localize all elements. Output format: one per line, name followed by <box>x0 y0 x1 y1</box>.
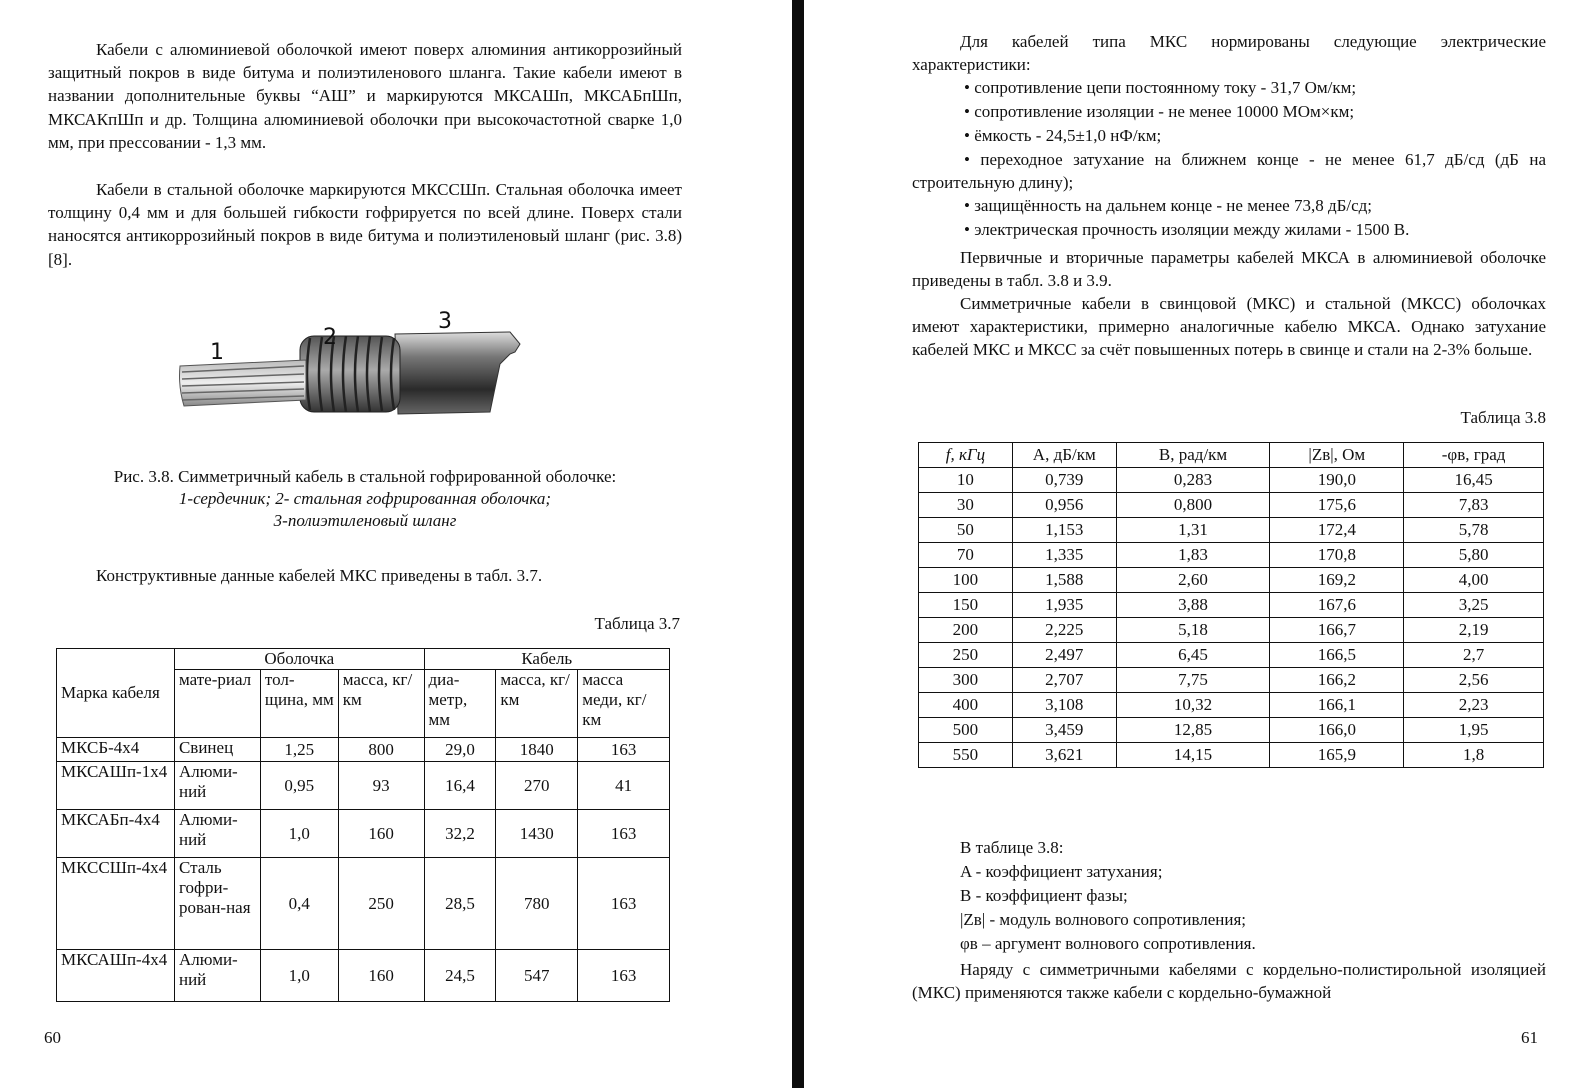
table-cell: 1,588 <box>1012 568 1116 593</box>
table-cell: 0,739 <box>1012 468 1116 493</box>
table-cell: 170,8 <box>1270 543 1404 568</box>
legend-item-a: A - коэффициент затухания; <box>960 862 1163 881</box>
table-cell: 2,497 <box>1012 643 1116 668</box>
paragraph-aluminum-sheath: Кабели с алюминиевой оболочкой имеют поверх алюминия антикоррозийный защитный покров в виде битума и полиэтиленового шланга. Такие кабели имеют в названии дополнительные буквы “АШ” и маркируются МКСАШп, МКСАБпШп, МКСАКпШп и др. Толщина алюминиевой оболочки при высокочастотной сварке 1,0 мм, при прессовании - 1,3 мм. <box>48 40 682 152</box>
table-row <box>919 643 1544 668</box>
table-cell: 1,95 <box>1404 718 1544 743</box>
steel-corrugated-sheath-shape <box>300 336 400 412</box>
table-row <box>919 543 1544 568</box>
header-attenuation: A, дБ/км <box>1012 443 1116 468</box>
page-number-left: 60 <box>44 1028 61 1047</box>
table-cell: 166,2 <box>1270 668 1404 693</box>
table-cell: 2,60 <box>1116 568 1270 593</box>
spec-item: • электрическая прочность изоляции между жилами - 1500 В. <box>964 220 1410 239</box>
table-cell: 16,45 <box>1404 468 1544 493</box>
table-3-8-body <box>919 468 1544 768</box>
table-cell: 166,0 <box>1270 718 1404 743</box>
book-spine <box>790 0 812 1088</box>
table-cell: 2,19 <box>1404 618 1544 643</box>
figure-label-2: 2 <box>323 325 337 350</box>
figure-label-1: 1 <box>210 340 224 365</box>
paragraph-intro: Для кабелей типа МКС нормированы следующие электрические характеристики: <box>912 32 1546 75</box>
table-cell: 167,6 <box>1270 593 1404 618</box>
table-cell: 5,80 <box>1404 543 1544 568</box>
paragraph-table-ref: Конструктивные данные кабелей МКС приведены в табл. 3.7. <box>96 566 543 585</box>
table-cell: 3,88 <box>1116 593 1270 618</box>
table-cell: 12,85 <box>1116 718 1270 743</box>
header-argument: -φв, град <box>1404 443 1544 468</box>
table-row <box>919 693 1544 718</box>
table-cell: 7,83 <box>1404 493 1544 518</box>
table-cell: 3,459 <box>1012 718 1116 743</box>
cable-figure <box>170 304 540 434</box>
table-row <box>919 718 1544 743</box>
table-cell: 0,283 <box>1116 468 1270 493</box>
table-cell: 200 <box>919 618 1013 643</box>
table-cell: 30 <box>919 493 1013 518</box>
page-number-right: 61 <box>1521 1028 1538 1047</box>
figure-label-3: 3 <box>438 309 452 334</box>
subheader-diameter: диа-метр, мм <box>424 670 496 738</box>
spec-item: • сопротивление цепи постоянному току - 31,7 Ом/км; <box>964 78 1357 97</box>
table-cell: 1,153 <box>1012 518 1116 543</box>
right-page <box>812 0 1584 1088</box>
table-cell: 50 <box>919 518 1013 543</box>
table-legend <box>960 836 1560 956</box>
table-cell: 5,18 <box>1116 618 1270 643</box>
table-cell: 2,56 <box>1404 668 1544 693</box>
table-cell: 70 <box>919 543 1013 568</box>
table-cell: 400 <box>919 693 1013 718</box>
paragraph-cord-paper: Наряду с симметричными кабелями с кордельно-полистирольной изоляцией (МКС) применяются также кабели с кордельно-бумажной <box>912 960 1546 1003</box>
table-cell: 150 <box>919 593 1013 618</box>
table-row <box>919 493 1544 518</box>
table-cell: 2,225 <box>1012 618 1116 643</box>
header-impedance: |Zв|, Ом <box>1270 443 1404 468</box>
spec-item: • сопротивление изоляции - не менее 10000 МОм×км; <box>964 102 1355 121</box>
table-cell: 7,75 <box>1116 668 1270 693</box>
table-3-8-title: Таблица 3.8 <box>1460 408 1546 427</box>
table-cell: 0,800 <box>1116 493 1270 518</box>
header-sheath: Оболочка <box>174 649 424 670</box>
table-cell: 300 <box>919 668 1013 693</box>
table-row <box>919 518 1544 543</box>
spec-list <box>912 76 1546 242</box>
table-row <box>919 593 1544 618</box>
table-row <box>919 468 1544 493</box>
table-cell: 190,0 <box>1270 468 1404 493</box>
table-cell: 165,9 <box>1270 743 1404 768</box>
subheader-cable-mass: масса, кг/ км <box>496 670 578 738</box>
subheader-material: мате-риал <box>174 670 260 738</box>
table-cell: 172,4 <box>1270 518 1404 543</box>
table-cell: 1,83 <box>1116 543 1270 568</box>
table-cell: 550 <box>919 743 1013 768</box>
table-row: МКСБ-4х4 Свинец 1,25 800 29,0 1840 163 <box>57 738 670 762</box>
spec-item: • защищённость на дальнем конце - не менее 73,8 дБ/сд; <box>964 196 1372 215</box>
paragraph-steel-sheath: Кабели в стальной оболочке маркируются МКССШп. Стальная оболочка имеет толщину 0,4 мм и для большей гибкости гофрируется по всей длине. Поверх стали наносятся антикоррозийный покров в виде битума и полиэтиленовый шланг (рис. 3.8) [8]. <box>48 180 682 269</box>
table-cell: 166,5 <box>1270 643 1404 668</box>
spec-item: • ёмкость - 24,5±1,0 нФ/км; <box>964 126 1162 145</box>
table-cell: 166,1 <box>1270 693 1404 718</box>
table-cell: 1,335 <box>1012 543 1116 568</box>
caption-line-3: 3-полиэтиленовый шланг <box>273 511 457 530</box>
table-cell: 3,25 <box>1404 593 1544 618</box>
table-row <box>919 618 1544 643</box>
table-cell: 10 <box>919 468 1013 493</box>
paragraph-primary-secondary: Первичные и вторичные параметры кабелей МКСА в алюминиевой оболочке приведены в табл. 3.8 и 3.9. <box>912 248 1546 291</box>
table-cell: 166,7 <box>1270 618 1404 643</box>
table-cell: 6,45 <box>1116 643 1270 668</box>
table-cell: 0,956 <box>1012 493 1116 518</box>
subheader-copper-mass: масса меди, кг/км <box>578 670 670 738</box>
table-row: МКСАШп-4х4 Алюми-ний 1,0 160 24,5 547 163 <box>57 950 670 1002</box>
table-row <box>919 743 1544 768</box>
header-brand: Марка кабеля <box>57 649 175 738</box>
paragraph-symmetric-cables: Симметричные кабели в свинцовой (МКС) и стальной (МКСС) оболочках имеют характеристики, примерно аналогичные кабелю МКСА. Однако затухание кабелей МКС и МКСС за счёт повышенных потерь в свинце и стали на 2-3% больше. <box>912 294 1546 360</box>
caption-title: Рис. 3.8. Симметричный кабель в стальной гофрированной оболочке: <box>113 467 617 486</box>
table-cell: 250 <box>919 643 1013 668</box>
subheader-sheath-mass: масса, кг/км <box>338 670 424 738</box>
table-cell: 3,621 <box>1012 743 1116 768</box>
table-cell: 3,108 <box>1012 693 1116 718</box>
table-3-7 <box>56 648 670 1002</box>
table-row <box>919 668 1544 693</box>
caption-line-2: 1-сердечник; 2- стальная гофрированная оболочка; <box>178 489 552 508</box>
table-cell: 1,8 <box>1404 743 1544 768</box>
table-cell: 10,32 <box>1116 693 1270 718</box>
table-cell: 2,7 <box>1404 643 1544 668</box>
table-cell: 175,6 <box>1270 493 1404 518</box>
table-3-7-title: Таблица 3.7 <box>594 614 680 633</box>
legend-title: В таблице 3.8: <box>960 838 1064 857</box>
table-cell: 2,23 <box>1404 693 1544 718</box>
table-cell: 169,2 <box>1270 568 1404 593</box>
table-cell: 1,31 <box>1116 518 1270 543</box>
legend-item-z: |Zв| - модуль волнового сопротивления; <box>960 910 1247 929</box>
table-3-8 <box>918 442 1544 768</box>
header-phase: B, рад/км <box>1116 443 1270 468</box>
table-row: МКСАШп-1х4 Алюми-ний 0,95 93 16,4 270 41 <box>57 762 670 810</box>
table-cell: 2,707 <box>1012 668 1116 693</box>
table-cell: 14,15 <box>1116 743 1270 768</box>
table-cell: 500 <box>919 718 1013 743</box>
spec-item: • переходное затухание на ближнем конце - не менее 61,7 дБ/сд (дБ на строительную длину); <box>912 150 1546 192</box>
table-cell: 5,78 <box>1404 518 1544 543</box>
table-row: МКСАБп-4х4 Алюми-ний 1,0 160 32,2 1430 163 <box>57 810 670 858</box>
header-frequency: f, кГц <box>919 443 1013 468</box>
table-cell: 4,00 <box>1404 568 1544 593</box>
legend-item-phi: φв – аргумент волнового сопротивления. <box>960 934 1256 953</box>
left-page <box>0 0 790 1088</box>
header-cable: Кабель <box>424 649 669 670</box>
table-cell: 1,935 <box>1012 593 1116 618</box>
table-row: МКССШп-4х4 Сталь гофри-рован-ная 0,4 250 28,5 780 163 <box>57 858 670 950</box>
figure-caption <box>40 466 690 532</box>
polyethylene-jacket-shape <box>395 332 520 414</box>
table-row <box>919 568 1544 593</box>
legend-item-b: B - коэффициент фазы; <box>960 886 1128 905</box>
subheader-thickness: тол-щина, мм <box>260 670 338 738</box>
table-cell: 100 <box>919 568 1013 593</box>
